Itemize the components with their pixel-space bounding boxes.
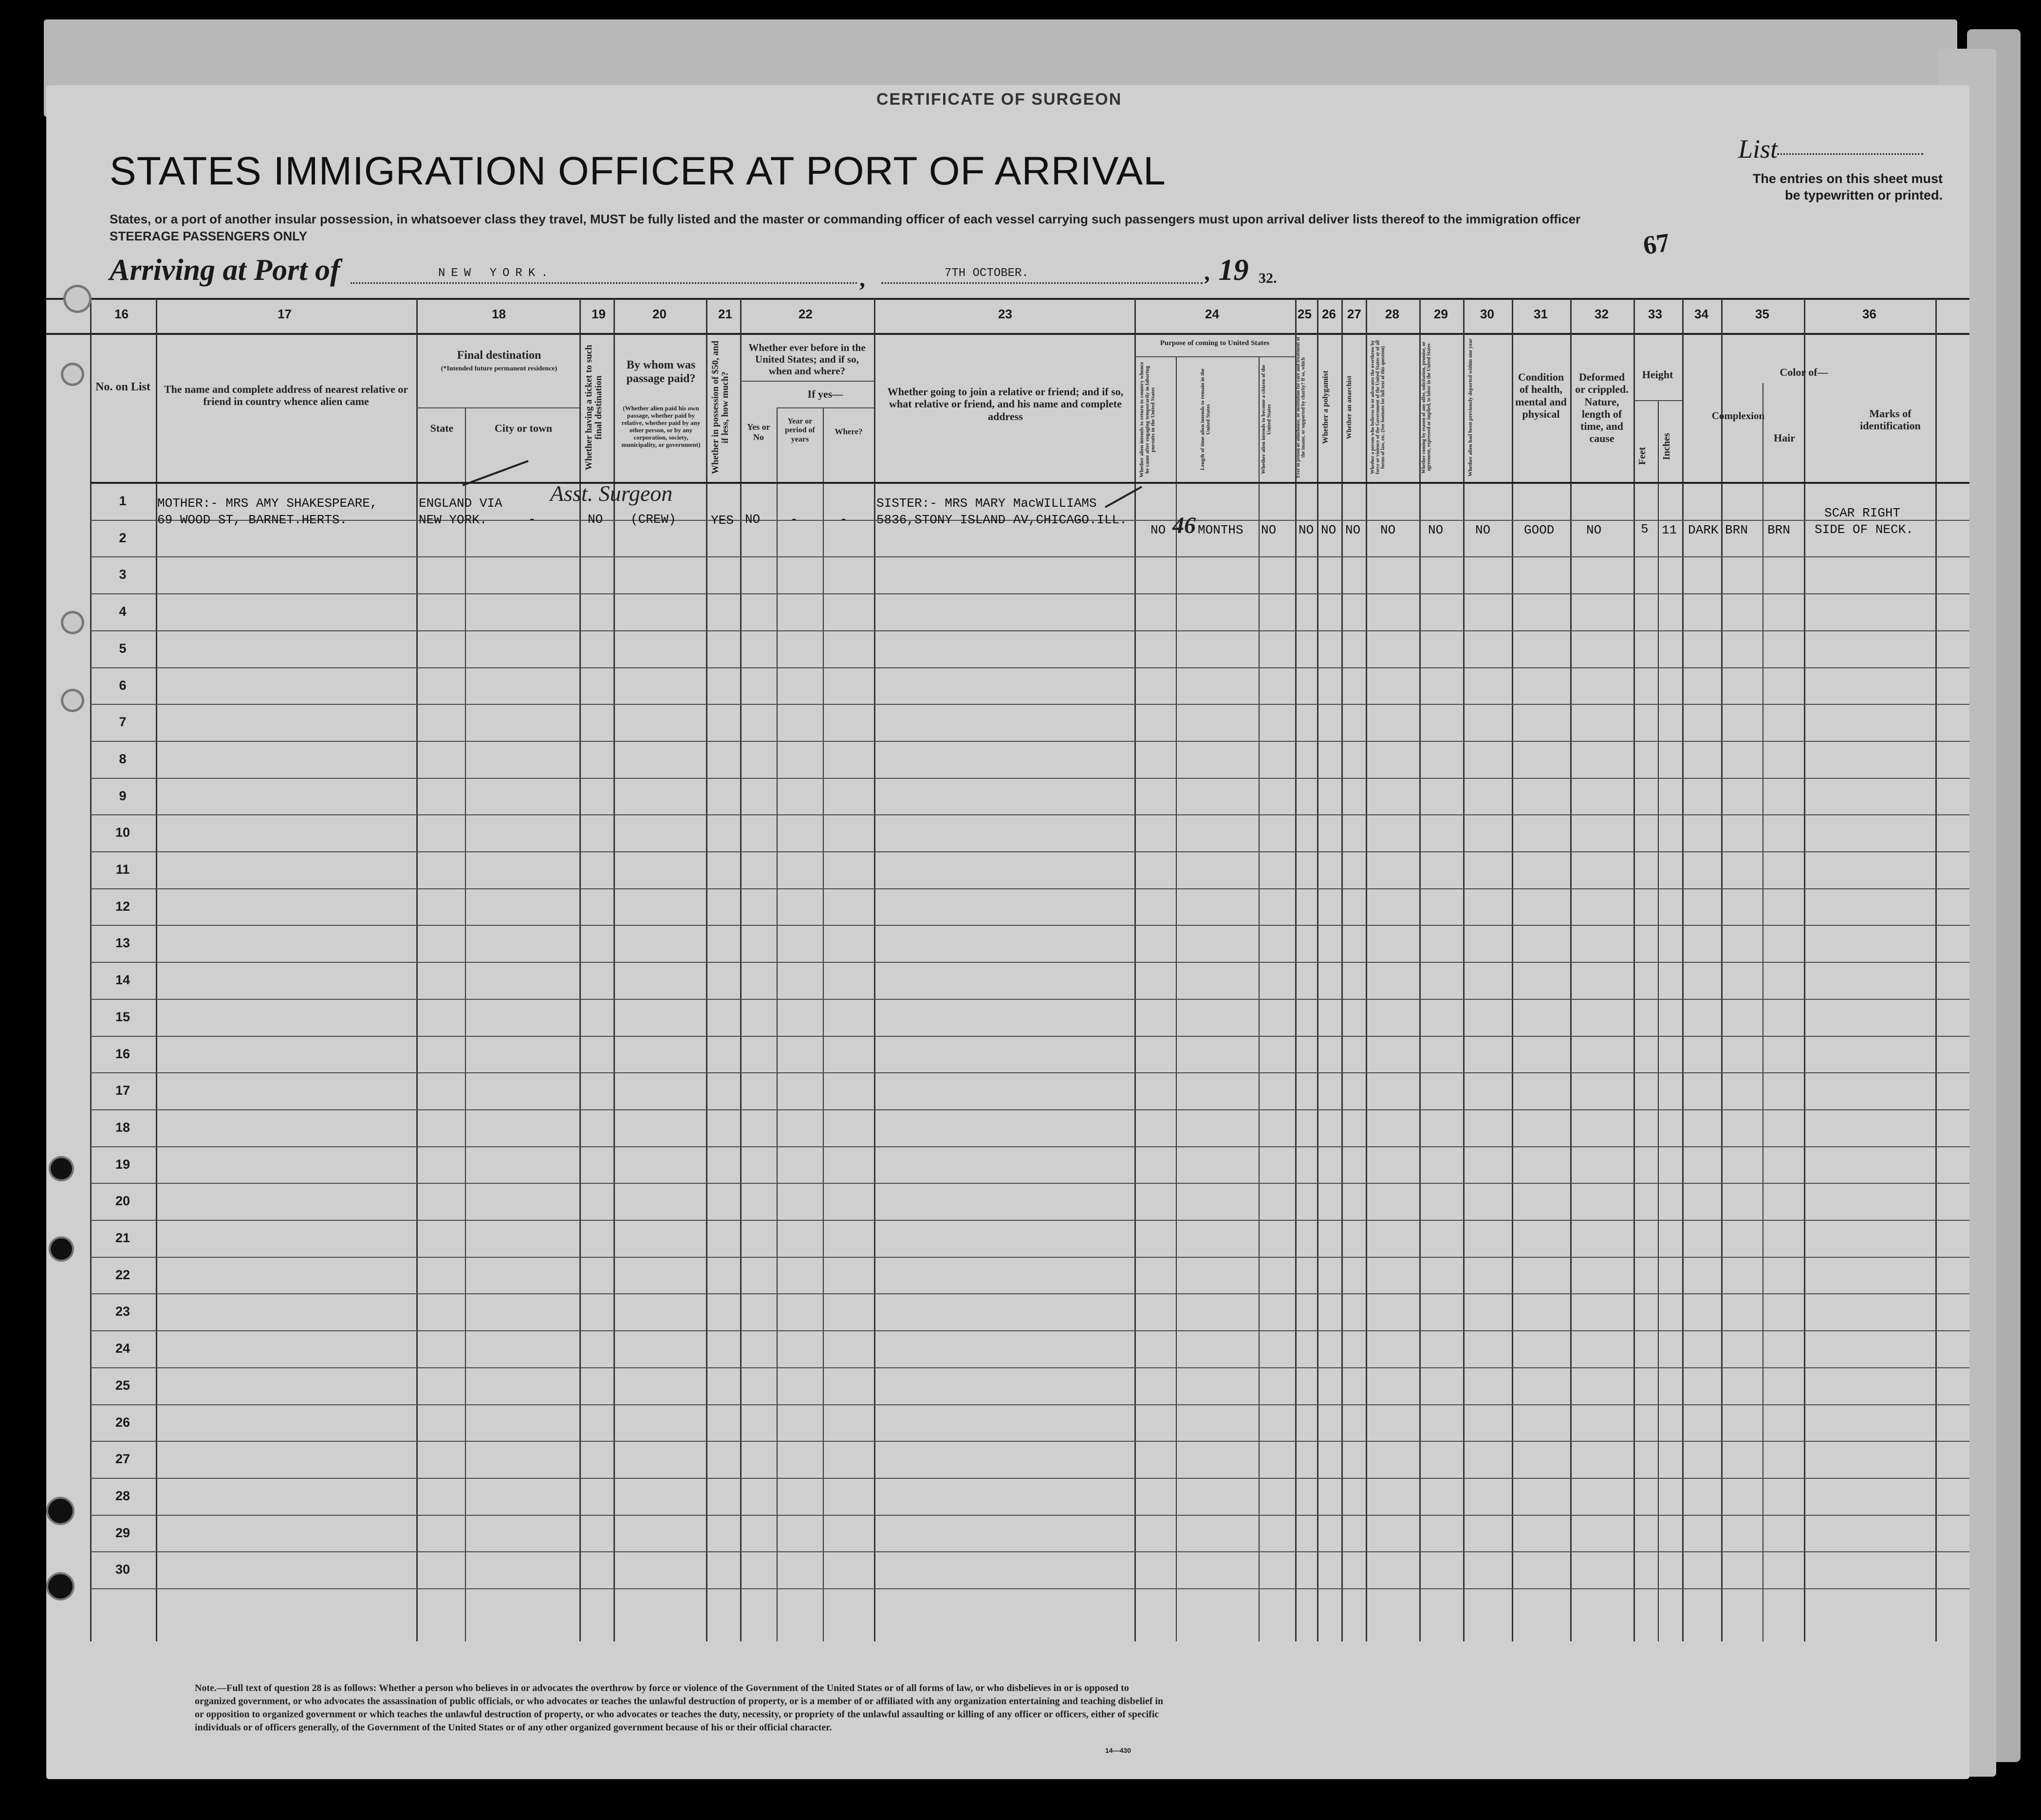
row-line (90, 741, 1969, 742)
row-line (90, 667, 1969, 668)
colnum: 17 (278, 307, 292, 321)
col-line (1341, 298, 1343, 1641)
row-line (90, 1220, 1969, 1221)
check-mark-2 (1103, 483, 1147, 512)
height-inches: 11 (1662, 523, 1677, 537)
list-number-line (1777, 153, 1923, 155)
colnum: 24 (1205, 307, 1219, 321)
entries-note-line1: The entries on this sheet must (1752, 171, 1943, 186)
row-number: 11 (115, 862, 130, 877)
row-number: 24 (115, 1341, 130, 1356)
joining (876, 495, 1127, 528)
c28-header: Whether a person who believes in or advocates the overthrow by force or violence of the Government of the United States or of all forms of law, etc. (See footnote for full text of this question) (1370, 340, 1386, 475)
colnum: 32 (1595, 307, 1609, 321)
row-number: 6 (119, 678, 127, 693)
date-line (881, 282, 1203, 284)
colnum: 19 (592, 307, 606, 321)
binder-hole (63, 285, 92, 313)
year-prefix: , 19 (1205, 254, 1249, 287)
port-value: NEW YORK. (438, 267, 554, 280)
handwritten-length: 46 (1172, 513, 1196, 538)
row-line (90, 962, 1969, 963)
c33-inches: Inches (1661, 433, 1672, 460)
c31-header: Condition of health, mental and physical (1515, 371, 1567, 420)
c33-feet: Feet (1637, 447, 1648, 465)
c18-title: Final destination (457, 349, 541, 362)
row-line (90, 593, 1969, 594)
destination-state (419, 495, 502, 528)
c21-header: Whether in possession of $50, and if less, how much? (710, 340, 730, 475)
colnum: 25 (1298, 307, 1312, 321)
check-mark-1 (460, 456, 538, 500)
relative-line2: 69 WOOD ST, BARNET.HERTS. (157, 513, 348, 527)
row-line (90, 1367, 1969, 1368)
colnum: 30 (1480, 307, 1494, 321)
row-line (90, 999, 1969, 1000)
c22-yesno: Yes or No (747, 422, 770, 442)
c34-text: Complexion (1711, 410, 1765, 422)
row-number: 15 (115, 1009, 130, 1024)
list-label: List (1738, 134, 1778, 164)
identification-marks (1815, 505, 1913, 538)
row-number: 17 (115, 1083, 130, 1098)
row-line (90, 925, 1969, 926)
row-line (90, 1478, 1969, 1479)
deformed: NO (1586, 523, 1602, 537)
c22-split (740, 381, 874, 382)
header-bottom-rule (90, 482, 1969, 484)
c33-split (1633, 400, 1682, 401)
hair-color: BRN (1725, 523, 1748, 537)
col-line (874, 298, 875, 1641)
paid-by: (CREW) (631, 512, 676, 527)
state-line1: ENGLAND VIA (419, 496, 502, 511)
c18-state: State (430, 422, 454, 434)
row-number: 1 (119, 494, 127, 508)
row-line (90, 1588, 1969, 1589)
binder-hole (46, 1497, 74, 1525)
col-line (1804, 298, 1805, 1641)
overthrow: NO (1380, 523, 1396, 537)
colnum: 28 (1385, 307, 1399, 321)
colnum: 18 (492, 307, 506, 321)
row-number: 20 (115, 1194, 130, 1209)
colnum: 16 (114, 307, 129, 321)
health: GOOD (1524, 523, 1555, 537)
c20-title: By whom was passage paid? (626, 359, 696, 385)
joining-line1: SISTER:- MRS MARY MacWILLIAMS (876, 496, 1097, 511)
c29-header: Whether coming by reason of any offer, solicitation, promise, or agreement, expressed or implied, to labor in the United States (1421, 341, 1432, 474)
row-number: 3 (119, 567, 127, 582)
row-line (90, 1109, 1969, 1110)
colnum: 33 (1648, 307, 1662, 321)
row-number: 28 (115, 1488, 130, 1503)
col-line (823, 407, 824, 1641)
c17-header: The name and complete address of nearest relative or friend in country whence alien came (164, 383, 408, 408)
handwritten-number: 67 (1641, 227, 1671, 260)
c22-ifyes: If yes— (807, 388, 843, 400)
c24-title: Purpose of coming to United States (1160, 339, 1270, 347)
instructions-text: States, or a port of another insular possession, in whatsoever class they travel, MUST be fully listed and the master or commanding officer of each vessel carrying such passengers must upon arrival deliver lists thereof to the immigration officer (110, 212, 1581, 226)
row-number: 29 (115, 1525, 130, 1540)
col-line (1512, 298, 1513, 1641)
date-value: 7TH OCTOBER. (945, 267, 1029, 280)
c30-header: Whether alien had been previously deported within one year (1467, 338, 1473, 477)
col-line (1419, 298, 1421, 1641)
colnum: 21 (718, 307, 732, 321)
marks-line1: SCAR RIGHT (1824, 506, 1901, 520)
complexion: DARK (1688, 523, 1719, 537)
c22-split2 (777, 407, 874, 408)
page-title: STATES IMMIGRATION OFFICER AT PORT OF ARRIVAL (110, 149, 1166, 193)
relative-address (157, 495, 377, 528)
manifest-table (46, 298, 1969, 1646)
row-number: 26 (115, 1415, 130, 1430)
row-number: 12 (115, 899, 130, 914)
row-line (90, 1293, 1969, 1294)
colnum: 31 (1534, 307, 1548, 321)
colnum: 29 (1434, 307, 1448, 321)
footnote: Note.—Full text of question 28 is as follows: Whether a person who believes in or advocates the overthrow by force or violence of the Government of the United States or of all forms of law, or who disbelieves in or is opposed to organized government, or who advocates the assassination of public officials, or who advocates or teaches the unlawful destruction of property, or is a member of or affiliated with any organization entertaining and teaching disbelief in or opposition to organized government or which teaches the unlawful destruction of property, or who advocates or teaches the duty, necessity, or propriety of the unlawful assaulting or killing of any officer or officers, either of specific individuals or of officers generally, of the Government of the United States or of any other organized government because of his or their official character. (195, 1683, 1164, 1733)
row-number: 21 (115, 1231, 130, 1245)
col-line (1317, 298, 1318, 1641)
row-line (90, 1404, 1969, 1405)
money: YES (711, 513, 734, 528)
marks-line2: SIDE OF NECK. (1815, 522, 1913, 537)
colnum: 35 (1755, 307, 1769, 321)
comma: , (859, 266, 865, 292)
before-where: - (840, 512, 848, 527)
row-line (90, 630, 1969, 631)
prison: NO (1299, 523, 1314, 537)
col-line (1935, 298, 1937, 1641)
state-line2: NEW YORK. (419, 513, 487, 527)
col-line (416, 298, 418, 1641)
before-year: - (790, 512, 798, 527)
polygamist: NO (1321, 523, 1336, 537)
row-line (90, 888, 1969, 889)
colnum: 27 (1347, 307, 1361, 321)
col-line (740, 298, 742, 1641)
colnum: 22 (798, 307, 813, 321)
c24-b: Length of time alien intends to remain in the United States (1200, 368, 1211, 471)
col-line (1366, 298, 1367, 1641)
c16-header: No. on List (95, 381, 150, 393)
row-number: 5 (119, 641, 127, 656)
relative-line1: MOTHER:- MRS AMY SHAKESPEARE, (157, 496, 378, 511)
binder-hole (61, 689, 84, 712)
col-line (1463, 298, 1465, 1641)
c33-title: Height (1642, 368, 1673, 381)
colnum: 23 (998, 307, 1012, 321)
row-number: 30 (115, 1562, 130, 1577)
row-line (90, 1036, 1969, 1037)
deported: NO (1475, 523, 1491, 537)
c20-sub: (Whether alien paid his own passage, whether paid by relative, whether paid by any other person, or by any corporation, society, municipality, or government) (621, 404, 701, 448)
destination-city: - (528, 512, 536, 527)
c18-city: City or town (494, 422, 553, 434)
row-line (90, 556, 1969, 557)
row-number: 22 (115, 1267, 130, 1282)
citizen-intent: NO (1261, 523, 1277, 537)
handwritten-surgeon: Asst. Surgeon (550, 481, 673, 506)
c32-header: Deformed or crippled. Nature, length of time, and cause (1575, 371, 1629, 445)
row-number: 27 (115, 1452, 130, 1467)
eye-color: BRN (1767, 523, 1790, 537)
row-line (90, 1257, 1969, 1258)
row-number: 18 (115, 1120, 130, 1135)
row-number: 9 (119, 788, 127, 803)
row-line (90, 1441, 1969, 1442)
anarchist: NO (1345, 523, 1361, 537)
row-line (90, 1146, 1969, 1147)
row-line (90, 1072, 1969, 1073)
row-line (90, 851, 1969, 852)
c35-hair: Hair (1774, 432, 1795, 444)
c26-header: Whether a polygamist (1321, 370, 1330, 444)
form-number: 14—430 (1105, 1746, 1131, 1754)
colnum: 34 (1694, 307, 1708, 321)
row-line (90, 778, 1969, 779)
binder-hole (49, 1236, 74, 1262)
entries-note (1689, 170, 1943, 203)
c23-header: Whether going to join a relative or friend; and if so, what relative or friend, and his name and complete address (887, 386, 1124, 423)
c22-where: Where? (835, 427, 863, 436)
colnum: 20 (652, 307, 667, 321)
c19-header: Whether having a ticket to such final destination (584, 345, 604, 470)
c18-sub: (*Intended future permanent residence) (441, 365, 557, 372)
row-line (90, 1330, 1969, 1331)
return-intent: NO (1150, 523, 1166, 537)
labor-offer: NO (1428, 523, 1444, 537)
arriving-label: Arriving at Port of (110, 254, 340, 287)
c18-split (416, 407, 579, 408)
colnum: 36 (1862, 307, 1876, 321)
binder-hole (49, 1156, 74, 1181)
col-line (1682, 298, 1684, 1641)
row-number: 4 (119, 604, 127, 619)
row-number: 8 (119, 751, 127, 766)
row-number: 14 (115, 973, 130, 988)
c25-header: Ever in prison or almshouse, or institution for care and treatment of the insane, or supported by charity? If so, which (1296, 337, 1306, 478)
top-heading: CERTIFICATE OF SURGEON (876, 90, 1122, 109)
col-line (1570, 298, 1572, 1641)
row-line (90, 704, 1969, 705)
col-line (1721, 298, 1723, 1641)
year-suffix: 32. (1259, 270, 1277, 286)
c24-a: Whether alien intends to return to country whence he came after engaging temporarily in laboring pursuits in the United States (1139, 362, 1156, 478)
row-number: 2 (119, 530, 127, 545)
c35-title: Color of— (1780, 366, 1828, 378)
c22-title: Whether ever before in the United States; and if so, when and where? (748, 342, 866, 377)
row-line (90, 1551, 1969, 1552)
length-of-stay: MONTHS (1198, 523, 1243, 537)
row-number: 16 (115, 1046, 130, 1061)
col-line (90, 298, 92, 1641)
joining-line2: 5836,STONY ISLAND AV,CHICAGO.ILL. (876, 513, 1127, 527)
row-line (90, 814, 1969, 815)
binder-hole (61, 611, 84, 634)
col-line (706, 298, 707, 1641)
c36-header: Marks of identification (1860, 407, 1921, 432)
c22-year: Year or period of years (785, 417, 815, 443)
steerage-label: STEERAGE PASSENGERS ONLY (110, 229, 307, 243)
row-line (90, 1183, 1969, 1184)
col-line (1658, 400, 1659, 1641)
ticket: NO (588, 512, 603, 527)
colnum: 26 (1322, 307, 1336, 321)
entries-note-line2: be typewritten or printed. (1784, 188, 1943, 202)
row-line (90, 1515, 1969, 1516)
col-line (1295, 298, 1297, 1641)
binder-hole (61, 363, 84, 386)
row-number: 7 (119, 715, 127, 730)
col-line (465, 407, 466, 1641)
c24-split (1134, 356, 1295, 357)
row-number: 13 (115, 936, 130, 951)
height-feet: 5 (1641, 522, 1649, 536)
port-line (351, 282, 857, 284)
c27-header: Whether an anarchist (1346, 375, 1353, 440)
c24-c: Whether alien intends to become a citizen of the United States (1261, 365, 1272, 475)
col-line (1633, 298, 1635, 1641)
row-number: 19 (115, 1157, 130, 1172)
before-us: NO (745, 512, 761, 527)
row-number: 25 (115, 1378, 130, 1393)
row-number: 10 (115, 825, 130, 840)
row-number: 23 (115, 1304, 130, 1319)
binder-hole (46, 1572, 74, 1600)
col-line (777, 407, 778, 1641)
